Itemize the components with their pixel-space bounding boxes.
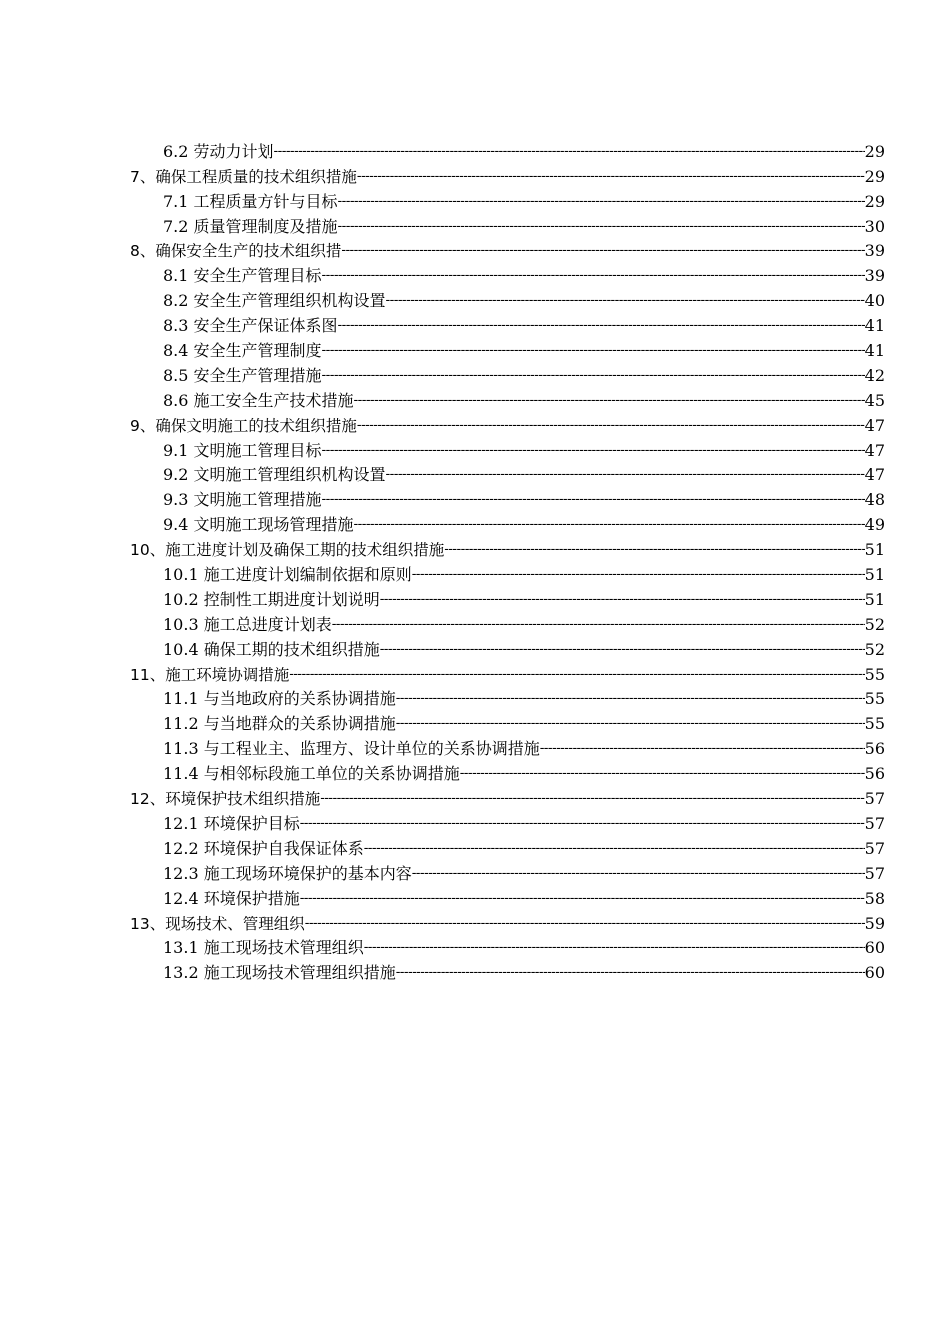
toc-page-number: 51	[864, 589, 885, 609]
toc-section-entry[interactable]	[130, 261, 885, 286]
toc-section-entry[interactable]	[130, 884, 885, 909]
toc-dot-leader	[305, 914, 865, 934]
toc-page-number: 29	[864, 166, 885, 186]
table-of-contents	[130, 137, 885, 983]
toc-section-entry[interactable]	[130, 859, 885, 884]
toc-page-number: 47	[864, 440, 885, 460]
toc-entry-title: 9、确保文明施工的技术组织措施	[130, 416, 357, 435]
toc-dot-leader	[322, 441, 865, 461]
toc-dot-leader	[300, 889, 865, 909]
toc-dot-leader	[364, 938, 865, 958]
toc-dot-leader	[364, 839, 865, 859]
toc-entry-title: 8.6 施工安全生产技术措施	[163, 390, 354, 410]
toc-entry-title: 8、确保安全生产的技术组织措	[130, 242, 342, 261]
toc-dot-leader	[322, 266, 865, 286]
toc-dot-leader	[341, 241, 864, 261]
toc-dot-leader	[354, 515, 865, 535]
toc-dot-leader	[444, 540, 864, 560]
toc-dot-leader	[289, 665, 864, 685]
toc-entry-title: 9.1 文明施工管理目标	[163, 440, 322, 460]
toc-section-entry[interactable]	[130, 461, 885, 486]
toc-page-number: 56	[864, 764, 885, 784]
toc-page-number: 30	[864, 216, 885, 236]
toc-section-entry[interactable]	[130, 361, 885, 386]
toc-section-entry[interactable]	[130, 934, 885, 959]
toc-dot-leader	[412, 565, 865, 585]
toc-dot-leader	[386, 465, 865, 485]
toc-page-number: 47	[864, 465, 885, 485]
toc-entry-title: 9.2 文明施工管理组织机构设置	[163, 465, 386, 485]
toc-entry-title: 13、现场技术、管理组织	[130, 914, 305, 933]
toc-section-entry[interactable]	[130, 336, 885, 361]
toc-dot-leader	[396, 714, 865, 734]
toc-entry-title: 12.3 施工现场环境保护的基本内容	[163, 863, 412, 883]
toc-section-entry[interactable]	[130, 436, 885, 461]
toc-entry-title: 6.2 劳动力计划	[163, 141, 274, 161]
toc-entry-title: 8.1 安全生产管理目标	[163, 266, 322, 286]
toc-entry-title: 11、施工环境协调措施	[130, 665, 290, 684]
toc-entry-title: 8.3 安全生产保证体系图	[163, 316, 338, 336]
toc-page-number: 57	[864, 838, 885, 858]
toc-dot-leader	[412, 864, 865, 884]
toc-entry-title: 11.1 与当地政府的关系协调措施	[163, 689, 396, 709]
toc-section-entry[interactable]	[130, 610, 885, 635]
toc-entry-title: 8.2 安全生产管理组织机构设置	[163, 291, 386, 311]
toc-dot-leader	[380, 640, 865, 660]
toc-entry-title: 12、环境保护技术组织措施	[130, 790, 321, 809]
toc-dot-leader	[380, 590, 865, 610]
toc-entry-title: 12.2 环境保护自我保证体系	[163, 838, 364, 858]
toc-entry-title: 13.2 施工现场技术管理组织措施	[163, 963, 396, 983]
toc-dot-leader	[338, 217, 865, 237]
toc-section-entry[interactable]	[130, 485, 885, 510]
toc-entry-title: 12.4 环境保护措施	[163, 888, 300, 908]
toc-entry-title: 10.1 施工进度计划编制依据和原则	[163, 565, 412, 585]
toc-section-entry[interactable]	[130, 311, 885, 336]
toc-page-number: 60	[864, 963, 885, 983]
toc-dot-leader	[354, 391, 865, 411]
toc-dot-leader	[396, 689, 865, 709]
toc-section-entry[interactable]	[130, 958, 885, 983]
toc-page-number: 57	[864, 789, 885, 809]
toc-page-number: 57	[864, 863, 885, 883]
toc-entry-title: 7.2 质量管理制度及措施	[163, 216, 338, 236]
toc-chapter-entry[interactable]	[130, 237, 885, 262]
toc-section-entry[interactable]	[130, 585, 885, 610]
toc-section-entry[interactable]	[130, 834, 885, 859]
toc-page-number: 52	[864, 614, 885, 634]
toc-section-entry[interactable]	[130, 286, 885, 311]
toc-page-number: 55	[864, 664, 885, 684]
toc-chapter-entry[interactable]	[130, 660, 885, 685]
toc-page-number: 51	[864, 565, 885, 585]
toc-page-number: 52	[864, 639, 885, 659]
toc-page-number: 29	[864, 191, 885, 211]
toc-section-entry[interactable]	[130, 560, 885, 585]
toc-entry-title: 10.2 控制性工期进度计划说明	[163, 589, 380, 609]
toc-entry-title: 7.1 工程质量方针与目标	[163, 191, 338, 211]
toc-entry-title: 9.3 文明施工管理措施	[163, 490, 322, 510]
toc-chapter-entry[interactable]	[130, 162, 885, 187]
toc-entry-title: 10.4 确保工期的技术组织措施	[163, 639, 380, 659]
toc-page-number: 41	[864, 341, 885, 361]
toc-page-number: 40	[864, 291, 885, 311]
toc-dot-leader	[460, 764, 865, 784]
toc-section-entry[interactable]	[130, 685, 885, 710]
toc-dot-leader	[332, 615, 865, 635]
toc-page-number: 29	[864, 141, 885, 161]
toc-page-number: 55	[864, 714, 885, 734]
toc-page-number: 45	[864, 390, 885, 410]
toc-entry-title: 11.4 与相邻标段施工单位的关系协调措施	[163, 764, 460, 784]
toc-section-entry[interactable]	[130, 734, 885, 759]
toc-section-entry[interactable]	[130, 137, 885, 162]
toc-chapter-entry[interactable]	[130, 535, 885, 560]
toc-dot-leader	[322, 366, 865, 386]
toc-page-number: 42	[864, 365, 885, 385]
toc-chapter-entry[interactable]	[130, 909, 885, 934]
toc-dot-leader	[540, 739, 865, 759]
toc-section-entry[interactable]	[130, 759, 885, 784]
toc-page-number: 57	[864, 813, 885, 833]
toc-section-entry[interactable]	[130, 386, 885, 411]
toc-page-number: 59	[864, 913, 885, 933]
toc-chapter-entry[interactable]	[130, 784, 885, 809]
toc-entry-title: 12.1 环境保护目标	[163, 813, 300, 833]
toc-entry-title: 7、确保工程质量的技术组织措施	[130, 167, 357, 186]
toc-dot-leader	[274, 142, 865, 162]
toc-entry-title: 8.4 安全生产管理制度	[163, 341, 322, 361]
toc-page-number: 56	[864, 739, 885, 759]
toc-entry-title: 10、施工进度计划及确保工期的技术组织措施	[130, 541, 445, 560]
toc-dot-leader	[300, 814, 865, 834]
toc-section-entry[interactable]	[130, 212, 885, 237]
toc-entry-title: 13.1 施工现场技术管理组织	[163, 938, 364, 958]
toc-page-number: 41	[864, 316, 885, 336]
toc-dot-leader	[386, 291, 865, 311]
toc-page-number: 55	[864, 689, 885, 709]
toc-dot-leader	[320, 789, 864, 809]
toc-page-number: 60	[864, 938, 885, 958]
toc-dot-leader	[338, 316, 865, 336]
toc-section-entry[interactable]	[130, 709, 885, 734]
toc-page-number: 48	[864, 490, 885, 510]
toc-chapter-entry[interactable]	[130, 411, 885, 436]
toc-page-number: 39	[864, 241, 885, 261]
toc-page-number: 51	[864, 540, 885, 560]
toc-dot-leader	[396, 963, 865, 983]
toc-entry-title: 9.4 文明施工现场管理措施	[163, 515, 354, 535]
toc-dot-leader	[357, 416, 865, 436]
toc-section-entry[interactable]	[130, 635, 885, 660]
toc-dot-leader	[338, 192, 865, 212]
toc-section-entry[interactable]	[130, 809, 885, 834]
toc-page-number: 58	[864, 888, 885, 908]
toc-page-number: 47	[864, 415, 885, 435]
toc-entry-title: 11.3 与工程业主、监理方、设计单位的关系协调措施	[163, 739, 540, 759]
toc-section-entry[interactable]	[130, 187, 885, 212]
toc-entry-title: 8.5 安全生产管理措施	[163, 365, 322, 385]
toc-dot-leader	[322, 341, 865, 361]
toc-page-number: 39	[864, 266, 885, 286]
toc-section-entry[interactable]	[130, 510, 885, 535]
toc-dot-leader	[357, 167, 865, 187]
toc-entry-title: 10.3 施工总进度计划表	[163, 614, 332, 634]
toc-dot-leader	[322, 490, 865, 510]
toc-page-number: 49	[864, 515, 885, 535]
toc-entry-title: 11.2 与当地群众的关系协调措施	[163, 714, 396, 734]
